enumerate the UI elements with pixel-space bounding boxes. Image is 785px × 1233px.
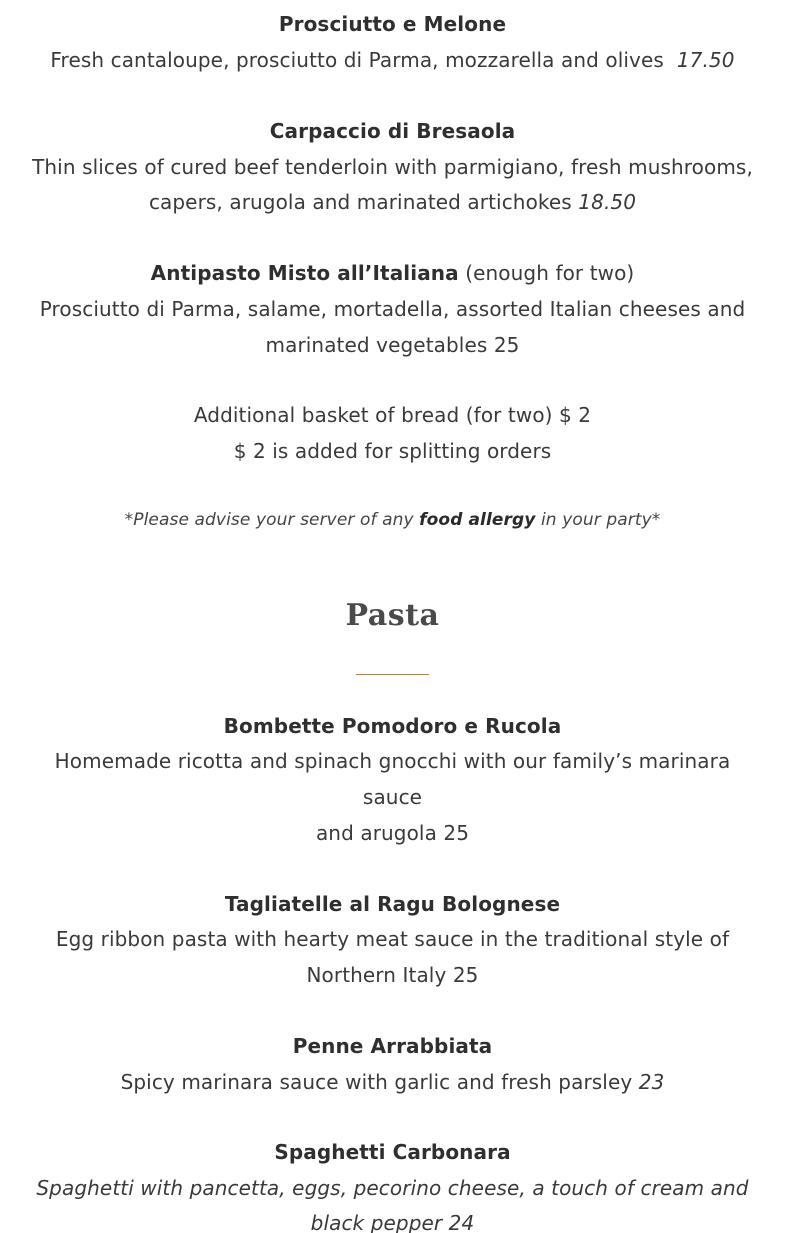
item-description-antipasto-line2: marinated vegetables 25 <box>265 333 520 357</box>
item-serving-note: (enough for two) <box>465 261 635 285</box>
split-order-note: $ 2 is added for splitting orders <box>233 439 552 463</box>
extra-bread-note: Additional basket of bread (for two) $ 2 <box>193 403 592 427</box>
item-description-carpaccio-line2 <box>0 184 785 220</box>
item-title-carpaccio-di-bresaola: Carpaccio di Bresaola <box>269 119 516 143</box>
section-heading-pasta: Pasta <box>345 598 440 633</box>
item-description-penne <box>0 1064 785 1100</box>
item-title-penne-arrabbiata: Penne Arrabbiata <box>292 1034 493 1058</box>
item-description-text: capers, arugola and marinated artichokes <box>148 190 572 214</box>
item-price: 23 <box>638 1070 665 1094</box>
item-description-text: Fresh cantaloupe, prosciutto di Parma, mozzarella and olives <box>50 48 664 72</box>
item-description-carbonara-line1: Spaghetti with pancetta, eggs, pecorino cheese, a touch of cream and <box>36 1176 749 1200</box>
item-price: 18.50 <box>578 190 637 214</box>
item-description-bombette-line3: and arugola 25 <box>315 821 470 845</box>
allergy-note-suffix: in your party* <box>535 510 661 530</box>
allergy-note-emphasis: food allergy <box>419 510 536 530</box>
item-title-tagliatelle: Tagliatelle al Ragu Bolognese <box>224 892 561 916</box>
item-title-text: Antipasto Misto all’Italiana <box>150 261 459 285</box>
section-divider <box>356 674 429 675</box>
allergy-note <box>0 502 785 538</box>
item-description-tagliatelle-line2: Northern Italy 25 <box>306 963 479 987</box>
item-description-carbonara-line2: black pepper 24 <box>310 1211 475 1233</box>
item-title-spaghetti-carbonara: Spaghetti Carbonara <box>274 1140 511 1164</box>
item-description-bombette-line1: Homemade ricotta and spinach gnocchi with our family’s marinara <box>54 749 731 773</box>
item-description-bombette-line2: sauce <box>362 785 423 809</box>
item-price: 17.50 <box>676 48 735 72</box>
item-description-text: Spicy marinara sauce with garlic and fresh parsley <box>120 1070 633 1094</box>
item-title-antipasto-misto <box>0 255 785 291</box>
allergy-note-prefix: *Please advise your server of any <box>124 510 420 530</box>
item-description-carpaccio-line1: Thin slices of cured beef tenderloin with parmigiano, fresh mushrooms, <box>32 155 753 179</box>
item-description-antipasto-line1: Prosciutto di Parma, salame, mortadella, assorted Italian cheeses and <box>39 297 746 321</box>
item-title-bombette: Bombette Pomodoro e Rucola <box>223 714 562 738</box>
item-description-tagliatelle-line1: Egg ribbon pasta with hearty meat sauce in the traditional style of <box>55 927 730 951</box>
item-description-prosciutto-e-melone <box>0 42 785 78</box>
item-title-prosciutto-e-melone: Prosciutto e Melone <box>278 12 507 36</box>
